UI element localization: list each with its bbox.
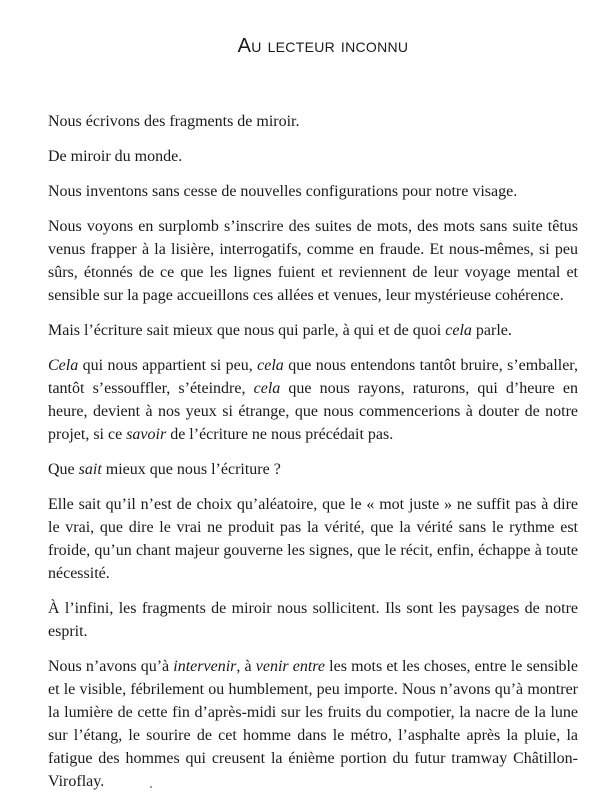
- body-text: [48, 110, 578, 793]
- italic-text: intervenir: [173, 658, 237, 675]
- text-run: De miroir du monde.: [48, 148, 183, 165]
- paragraph-8: [48, 493, 578, 585]
- text-run: Nous n’avons qu’à: [48, 658, 174, 675]
- page-title: Au lecteur inconnu: [237, 35, 409, 57]
- speck-mark: [150, 786, 152, 788]
- italic-text: sait: [78, 461, 102, 478]
- text-run: Mais l’écriture sait mieux que nous qui parle, à qui et de quoi: [48, 322, 446, 339]
- text-run: qui nous appartient si peu,: [78, 357, 258, 374]
- paragraph-6: [48, 354, 578, 446]
- text-run: Que: [48, 461, 79, 478]
- text-run: À l’infini, les fragments de miroir nous sollicitent. Ils sont les paysages de notre esprit.: [48, 600, 578, 640]
- text-run: Nous voyons en surplomb s’inscrire des suites de mots, des mots sans suite têtus venus frapper à la lisière, interrogatifs, comme en fraude. Et nous-mêmes, si peu sûrs, étonnés de ce que les lignes fuient et reviennent de leur voyage mental et sensible sur la page accueillons ces allées et venues, leur mystérieuse cohérence.: [48, 218, 578, 304]
- text-run: Nous écrivons des fragments de miroir.: [48, 113, 300, 130]
- paragraph-3: [48, 180, 578, 203]
- italic-text: cela: [253, 380, 281, 397]
- paragraph-4: [48, 215, 578, 307]
- paragraph-2: [48, 145, 578, 168]
- italic-text: Cela: [48, 357, 79, 374]
- text-run: mieux que nous l’écriture ?: [101, 461, 281, 478]
- text-run: , à: [236, 658, 256, 675]
- paragraph-1: [48, 110, 578, 133]
- text-run: Nous inventons sans cesse de nouvelles configurations pour notre visage.: [48, 183, 518, 200]
- text-run: de l’écriture ne nous précédait pas.: [166, 426, 394, 443]
- paragraph-9: [48, 597, 578, 643]
- paragraph-10: [48, 655, 578, 793]
- italic-text: savoir: [126, 426, 167, 443]
- text-run: Elle sait qu’il n’est de choix qu’aléatoire, que le « mot juste » ne suffit pas à dire le vrai, que dire le vrai ne produit pas la vérité, que la vérité sans le rythme est froide, qu’un chant majeur gouverne les signes, que le récit, enfin, échappe à toute nécessité.: [48, 496, 578, 582]
- italic-text: venir entre: [255, 658, 326, 675]
- text-run: parle.: [471, 322, 512, 339]
- italic-text: cela: [257, 357, 284, 374]
- paragraph-7: [48, 458, 578, 481]
- text-run: les mots et les choses, entre le sensible et le visible, fébrilement ou humblement, peu importe. Nous n’avons qu’à montrer la lumière de cette fin d’après-midi sur les fruits du compotier, la nacre de la lune sur l’étang, le sourire de cet homme dans le métro, l’asphalte après la pluie, la fatigue des hommes qui creusent la énième portion du futur tramway Châtillon-Viroflay.: [48, 658, 579, 790]
- text-run: que nous rayons, raturons, qui d’heure en heure, devient à nos yeux si étrange, que nous commencerions à douter de notre projet, si ce: [48, 380, 578, 443]
- text-run: que nous entendons tantôt bruire, s’emballer, tantôt s’essouffler, s’éteindre,: [48, 357, 578, 397]
- paragraph-5: [48, 319, 578, 342]
- italic-text: cela: [445, 322, 472, 339]
